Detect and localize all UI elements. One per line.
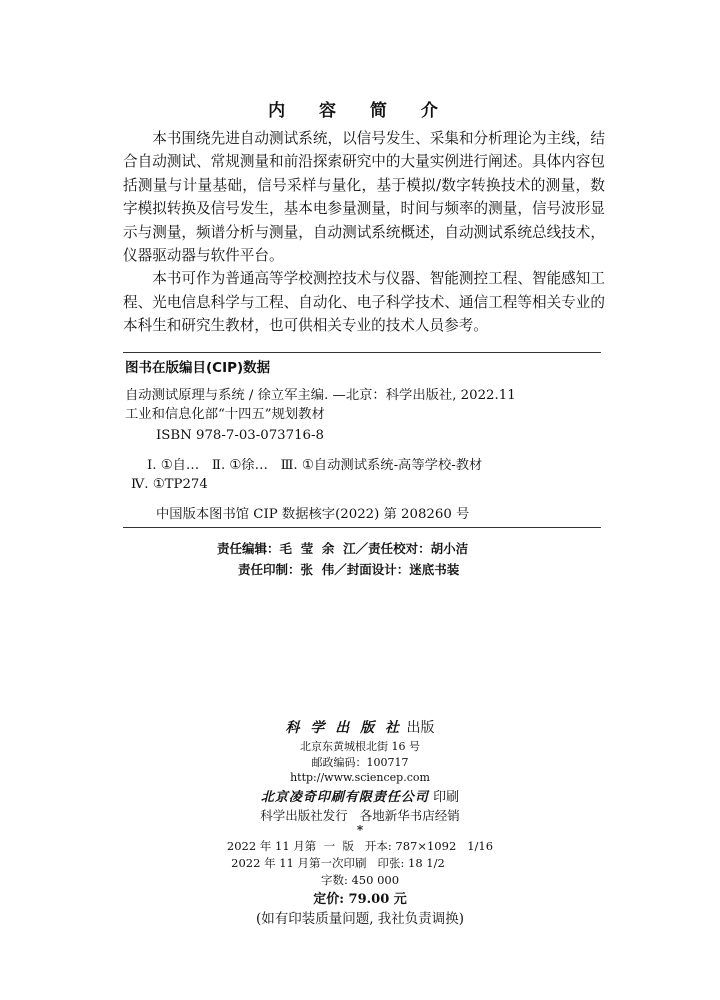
intro-paragraph-1: 本书围绕先进自动测试系统，以信号发生、采集和分析理论为主线，结合自动测试、常规测量和前沿探索研究中的大量实例进行阐述。具体内容包括测量与计量基础，信号采样与量化，基于模拟/数字转换技术的测量，数字模拟转换及信号发生，基本电参量测量，时间与频率的测量，信号波形显示与测量，频谱分析与测量，自动测试系统概述，自动测试系统总线技术，仪器驱动器与软件平台。	[123, 130, 605, 265]
publisher-suffix: 出版	[406, 720, 435, 736]
separator-star: *	[356, 823, 364, 837]
publisher-postcode: 邮政编码：100717	[311, 756, 409, 769]
quality-note: (如有印装质量问题, 我社负责调换)	[255, 911, 465, 927]
cip-classification-2: Ⅳ. ①TP274	[131, 477, 208, 492]
cip-bottom-rule	[123, 527, 601, 528]
printing-staff-line: 责任印制：张 伟／封面设计：迷底书装	[238, 562, 460, 577]
cip-series-line: 工业和信息化部“十四五”规划教材	[125, 407, 325, 422]
printer-line	[0, 786, 720, 805]
publisher-line	[0, 717, 720, 737]
printer-name: 北京凌奇印刷有限责任公司	[260, 790, 429, 805]
price: 定价: 79.00 元	[313, 892, 407, 907]
cip-title-line: 自动测试原理与系统 / 徐立军主编. —北京：科学出版社, 2022.11	[125, 388, 516, 403]
publisher-address: 北京东黄城根北街 16 号	[300, 740, 420, 753]
cip-classification-1: Ⅰ. ①自… Ⅱ. ①徐… Ⅲ. ①自动测试系统-高等学校-教材	[147, 458, 483, 473]
cip-heading: 图书在版编目(CIP)数据	[125, 360, 271, 376]
word-count: 字数: 450 000	[320, 873, 400, 887]
cip-isbn: ISBN 978-7-03-073716-8	[156, 428, 324, 443]
edition-line: 2022 年 11 月第 一 版 开本: 787×1092 1/16	[226, 839, 494, 853]
intro-paragraph-2: 本书可作为普通高等学校测控技术与仪器、智能测控工程、智能感知工程、光电信息科学与工程、自动化、电子科学技术、通信工程等相关专业的本科生和研究生教材，也可供相关专业的技术人员参考。	[123, 270, 605, 335]
printer-suffix: 印刷	[433, 790, 460, 805]
intro-body	[123, 127, 605, 338]
printing-line: 2022 年 11 月第一次印刷 印张: 18 1/2	[231, 856, 445, 870]
cip-record-number: 中国版本图书馆 CIP 数据核字(2022) 第 208260 号	[156, 507, 470, 522]
cip-top-rule	[123, 352, 601, 353]
editor-line: 责任编辑：毛 莹 余 江／责任校对：胡小洁	[217, 541, 469, 556]
publisher-url: http://www.sciencep.com	[290, 771, 430, 784]
intro-title: 内 容 简 介	[268, 101, 452, 121]
distribution-line: 科学出版社发行 各地新华书店经销	[260, 808, 460, 823]
publisher-name: 科 学 出 版 社	[285, 720, 403, 736]
